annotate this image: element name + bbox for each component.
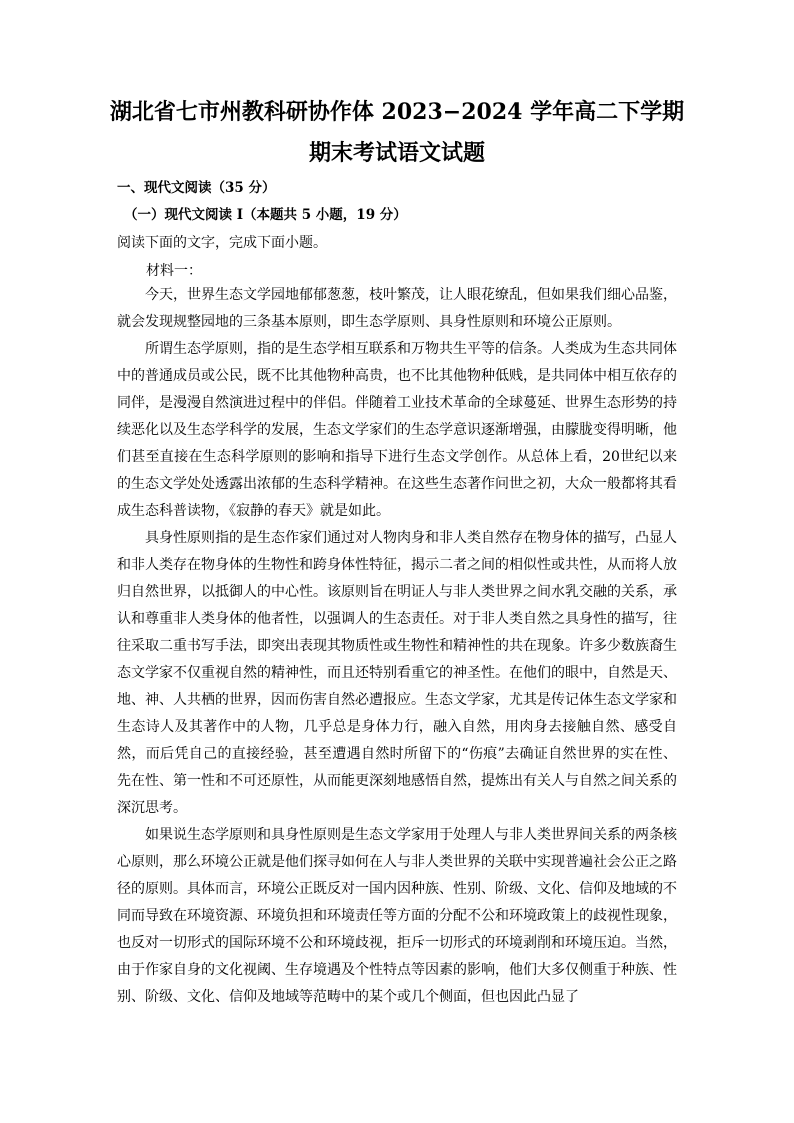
subsection-heading: （一）现代文阅读 I（本题共 5 小题，19 分） [124, 207, 407, 223]
passage-paragraph-4: 如果说生态学原则和具身性原则是生态文学家用于处理人与非人类世界间关系的两条核心原则，那么环境公正就是他们探寻如何在人与非人类世界的关联中实现普遍社会公正之路径的原则。具体而言，环境公正既反对一国内因种族、性别、阶级、文化、信仰及地域的不同而导致在环境资源、环境负担和环境责任等方面的分配不公和环境政策上的歧视性现象，也反对一切形式的国际环境不公和环境歧视，拒斥一切形式的环境剥削和环境压迫。当然，由于作家自身的文化视阈、生存境遇及个性特点等因素的影响，他们大多仅侧重于种族、性别、阶级、文化、信仰及地域等范畴中的某个或几个侧面，但也因此凸显了 [117, 827, 677, 1005]
passage-body [117, 282, 677, 1011]
passage-paragraph-3: 具身性原则指的是生态作家们通过对人物肉身和非人类自然存在物身体的描写，凸显人和非人类存在物身体的生物性和跨身体性特征，揭示二者之间的相似性或共性，从而将人放归自然世界，以抵御人的中心性。该原则旨在明证人与非人类世界之间水乳交融的关系，承认和尊重非人类身体的他者性，以强调人的生态责任。对于非人类自然之具身性的描写，往往采取二重书写手法，即突出表现其物质性或生物性和精神性的共在现象。许多少数族裔生态文学家不仅重视自然的精神性，而且还特别看重它的神圣性。在他们的眼中，自然是天、地、神、人共栖的世界，因而伤害自然必遭报应。生态文学家，尤其是传记体生态文学家和生态诗人及其著作中的人物，几乎总是身体力行，融入自然，用肉身去接触自然、感受自然，而后凭自己的直接经验，甚至遭遇自然时所留下的“伤痕”去确证自然世界的实在性、先在性、第一性和不可还原性，从而能更深刻地感悟自然，提炼出有关人与自然之间关系的深沉思考。 [117, 530, 677, 816]
document-title-line-1: 湖北省七市州教科研协作体 2023−2024 学年高二下学期 [109, 99, 685, 125]
document-title-line-2: 期末考试语文试题 [308, 140, 485, 166]
reading-instruction: 阅读下面的文字，完成下面小题。 [117, 235, 327, 251]
passage-paragraph-1: 今天，世界生态文学园地郁郁葱葱，枝叶繁茂，让人眼花缭乱，但如果我们细心品鉴，就会发现规整园地的三条基本原则，即生态学原则、具身性原则和环境公正原则。 [117, 287, 677, 330]
section-heading: 一、现代文阅读（35 分） [117, 180, 276, 196]
passage-paragraph-2: 所谓生态学原则，指的是生态学相互联系和万物共生平等的信条。人类成为生态共同体中的普通成员或公民，既不比其他物种高贵，也不比其他物种低贱，是共同体中相互依存的同伴，是漫漫自然演进过程中的伴侣。伴随着工业技术革命的全球蔓延、世界生态形势的持续恶化以及生态学科学的发展，生态文学家们的生态学意识逐渐增强，由朦胧变得明晰，他们甚至直接在生态科学原则的影响和指导下进行生态文学创作。从总体上看，20世纪以来的生态文学处处透露出浓郁的生态科学精神。在这些生态著作问世之初，大众一般都将其看成生态科普读物，《寂静的春天》就是如此。 [117, 341, 677, 519]
material-label: 材料一： [146, 263, 202, 279]
